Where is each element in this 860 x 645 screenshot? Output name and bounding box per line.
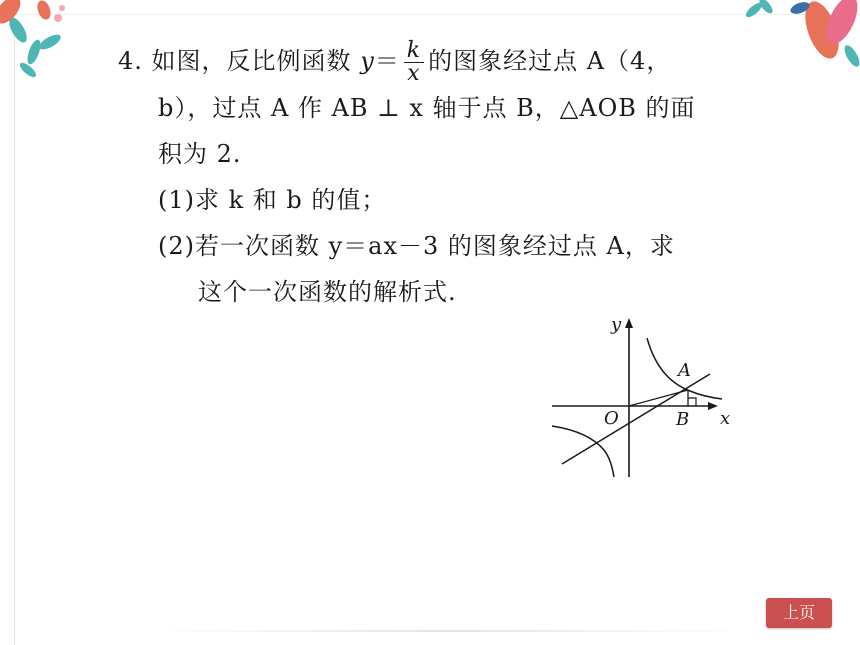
fraction-numerator: k [404,40,424,63]
question-part-1: (1)求 k 和 b 的值； [158,186,387,214]
equals-sign: ＝ [374,47,400,75]
problem-line-1 [118,38,758,85]
problem-number: 4. [118,47,143,75]
coordinate-figure [538,312,768,482]
label-o: O [604,408,619,429]
right-angle-marker [688,398,696,406]
leaf-decoration-top-left-icon [0,0,80,90]
label-a: A [678,360,691,381]
question-part-2: (2)若一次函数 y＝ax－3 的图象经过点 A，求 [158,232,675,260]
problem-line-3: 积为 2. [158,140,242,168]
previous-page-button[interactable]: 上页 [766,598,832,628]
x-axis-arrow [708,402,718,410]
segment-oa [629,390,688,406]
function-y: y [360,47,375,75]
label-x: x [720,408,731,429]
problem-text [118,38,758,315]
label-b: B [676,409,690,430]
problem-intro: 如图，反比例函数 [151,47,352,75]
y-axis-arrow [625,318,633,328]
question-part-2-continued: 这个一次函数的解析式. [198,278,457,306]
problem-line-2: b），过点 A 作 AB ⊥ x 轴于点 B，△AOB 的面 [158,94,696,122]
label-y: y [611,314,622,335]
fraction-denominator: x [407,61,421,86]
fraction-k-over-x [404,40,424,85]
left-border [14,0,15,645]
footer-divider [150,630,750,632]
problem-intro-tail: 的图象经过点 A（4， [428,47,672,75]
